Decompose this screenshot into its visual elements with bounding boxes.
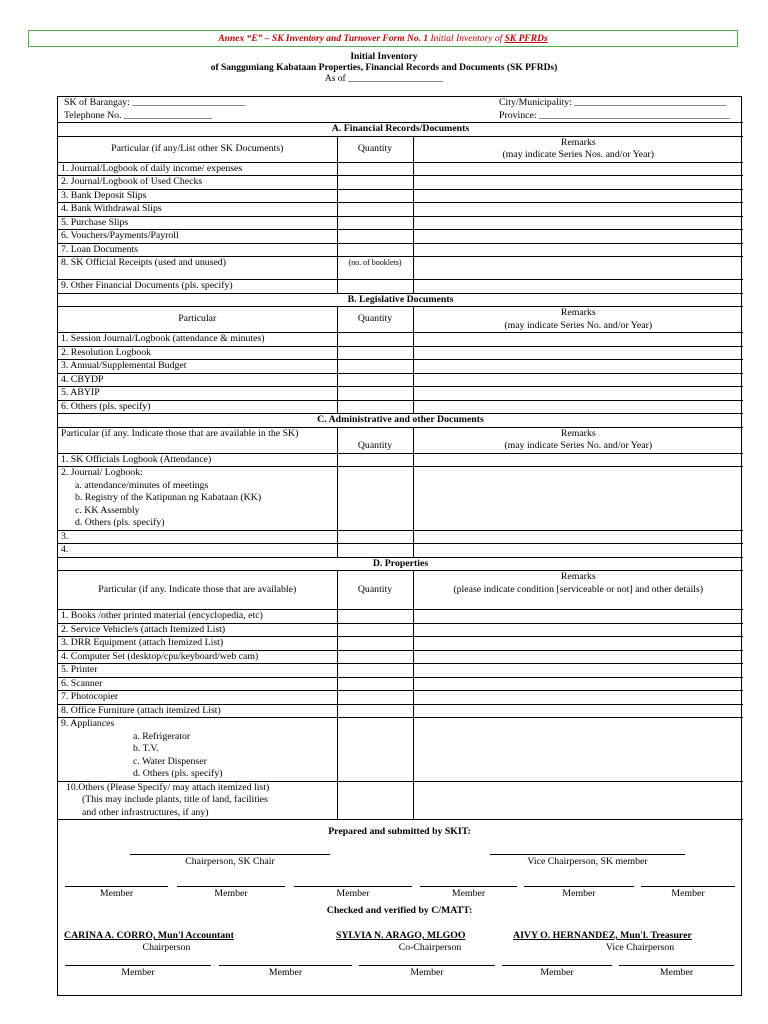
accountant-name: CARINA A. CORRO, Mun'l Accountant <box>64 930 234 941</box>
table-row <box>58 467 743 531</box>
sub-item: b. Registry of the Katipunan ng Kabataan (KK) <box>75 492 262 503</box>
remarks-cell[interactable] <box>413 176 743 190</box>
table-row <box>58 333 743 347</box>
sub-item: a. attendance/minutes of meetings <box>75 479 209 491</box>
quantity-cell[interactable] <box>337 677 413 691</box>
row-label: 5. Printer <box>58 664 337 678</box>
remarks-cell[interactable] <box>413 203 743 217</box>
checked-by-title: Checked and verified by C/MATT: <box>326 905 473 916</box>
remarks-cell[interactable] <box>413 467 743 531</box>
chair-signature-line[interactable] <box>130 854 330 855</box>
quantity-cell[interactable] <box>337 333 413 347</box>
member-signature-line[interactable] <box>359 965 495 966</box>
remarks-cell[interactable] <box>413 623 743 637</box>
row-label: 6. Vouchers/Payments/Payroll <box>58 230 337 244</box>
quantity-cell[interactable] <box>337 162 413 176</box>
remarks-cell[interactable] <box>413 333 743 347</box>
remarks-label: Remarks <box>560 307 596 318</box>
treasurer-name: AIVY O. HERNANDEZ, Mun'l. Treasurer <box>513 930 692 941</box>
table-row <box>58 781 743 820</box>
row-label: 5. Purchase Slips <box>58 216 337 230</box>
col-remarks <box>413 136 743 162</box>
row-label: 1. Session Journal/Logbook (attendance & minutes) <box>58 333 337 347</box>
section-b-title: B. Legislative Documents <box>58 293 743 307</box>
sub-item: a. Refrigerator <box>133 730 191 742</box>
item-note: and other infrastructures, if any) <box>82 806 209 818</box>
quantity-cell[interactable] <box>337 360 413 374</box>
row-label: 8. Office Furniture (attach itemized List) <box>58 704 337 718</box>
remarks-cell[interactable] <box>413 216 743 230</box>
quantity-cell[interactable] <box>337 467 413 531</box>
member-label: Member <box>214 888 248 899</box>
row-label: 1. Books /other printed material (encyclopedia, etc) <box>58 610 337 624</box>
row-label: 9. Other Financial Documents (pls. specify) <box>58 280 337 294</box>
table-row <box>58 257 743 280</box>
row-label: 4. CBYDP <box>58 373 337 387</box>
section-a-header <box>58 123 743 137</box>
info-row <box>58 97 743 123</box>
remarks-cell[interactable] <box>413 781 743 820</box>
form-title: Initial Inventory <box>350 52 418 62</box>
table-row <box>58 544 743 558</box>
quantity-cell[interactable] <box>337 781 413 820</box>
mlgoo-name: SYLVIA N. ARAGO, MLGOO <box>336 930 466 941</box>
section-b-header <box>58 293 743 307</box>
quantity-cell[interactable] <box>337 530 413 544</box>
member-signature-line[interactable] <box>641 886 735 887</box>
remarks-hint: (please indicate condition [serviceable or not] and other details) <box>453 583 704 595</box>
quantity-cell[interactable] <box>337 176 413 190</box>
table-row <box>58 718 743 782</box>
row-label: 1. SK Officials Logbook (Attendance) <box>58 453 337 467</box>
member-signature-line[interactable] <box>294 886 412 887</box>
sub-item: d. Others (pls. specify) <box>133 768 223 779</box>
member-signature-line[interactable] <box>420 886 517 887</box>
table-row <box>58 346 743 360</box>
member-signature-line[interactable] <box>619 965 734 966</box>
section-a-title: A. Financial Records/Documents <box>58 123 743 137</box>
col-quantity: Quantity <box>337 307 413 333</box>
quantity-cell[interactable] <box>337 400 413 414</box>
member-label: Member <box>99 888 134 899</box>
member-label: Member <box>451 888 486 899</box>
remarks-label: Remarks <box>560 136 596 148</box>
quantity-cell[interactable] <box>337 203 413 217</box>
remarks-label: Remarks <box>560 571 596 582</box>
quantity-cell[interactable] <box>337 623 413 637</box>
quantity-cell[interactable] <box>337 704 413 718</box>
row-label: 7. Photocopier <box>58 691 337 705</box>
item-title: 9. Appliances <box>61 718 115 729</box>
row-label: 5. ABYIP <box>58 387 337 401</box>
col-particular: Particular (if any. Indicate those that are available) <box>58 571 337 610</box>
mlgoo-role: Co-Chairperson <box>398 942 462 953</box>
item-title: 10.Others (Please Specify/ may attach itemized list) <box>66 781 270 793</box>
col-particular: Particular (if any/List other SK Documents) <box>58 136 337 162</box>
row-label: 4. Computer Set (desktop/cpu/keyboard/web cam) <box>58 650 337 664</box>
vice-chair-signature-line[interactable] <box>490 854 685 855</box>
quantity-cell[interactable] <box>337 373 413 387</box>
accountant-role: Chairperson <box>142 942 191 953</box>
col-remarks <box>413 307 743 333</box>
row-label: 8. SK Official Receipts (used and unused) <box>58 257 337 280</box>
quantity-cell[interactable] <box>337 718 413 782</box>
remarks-cell[interactable] <box>413 677 743 691</box>
city-field[interactable]: City/Municipality: _______________________________ <box>499 97 727 108</box>
table-row <box>58 610 743 624</box>
quantity-cell[interactable] <box>337 544 413 558</box>
member-label: Member <box>540 967 574 978</box>
as-of-field: As of ____________________ <box>324 74 444 84</box>
table-row <box>58 677 743 691</box>
row-label: 3. <box>58 530 337 544</box>
table-row <box>58 203 743 217</box>
row-label: 2. Resolution Logbook <box>58 346 337 360</box>
row-label: 2. Service Vehicle/s (attach Itemized List) <box>58 623 337 637</box>
table-row <box>58 360 743 374</box>
row-label: 1. Journal/Logbook of daily income/ expenses <box>58 162 337 176</box>
quantity-cell[interactable] <box>337 610 413 624</box>
chair-label: Chairperson, SK Chair <box>185 856 275 867</box>
quantity-cell[interactable] <box>337 691 413 705</box>
table-row <box>58 162 743 176</box>
member-label: Member <box>336 888 370 899</box>
table-row <box>58 704 743 718</box>
section-a-column-header <box>58 136 743 162</box>
col-remarks <box>413 427 743 453</box>
remarks-cell[interactable] <box>413 453 743 467</box>
remarks-hint: (may indicate Series No. and/or Year) <box>504 319 653 331</box>
quantity-cell[interactable] <box>337 216 413 230</box>
table-row <box>58 189 743 203</box>
row-label: 2. Journal/Logbook of Used Checks <box>58 176 337 190</box>
row-label: 6. Scanner <box>58 677 337 691</box>
inventory-table <box>58 97 743 820</box>
col-particular: Particular (if any. Indicate those that are available in the SK) <box>58 427 337 453</box>
row-label: 4. Bank Withdrawal Slips <box>58 203 337 217</box>
remarks-cell[interactable] <box>413 691 743 705</box>
table-row <box>58 387 743 401</box>
col-quantity: Quantity <box>337 571 413 610</box>
remarks-label: Remarks <box>560 427 596 439</box>
sub-item: c. KK Assembly <box>75 504 140 516</box>
col-remarks <box>413 571 743 610</box>
quantity-cell[interactable] <box>337 650 413 664</box>
col-quantity: Quantity <box>337 136 413 162</box>
member-signature-line[interactable] <box>65 965 211 966</box>
table-row <box>58 280 743 294</box>
section-d-column-header <box>58 571 743 610</box>
treasurer-role: Vice Chairperson <box>605 942 675 953</box>
barangay-field[interactable]: SK of Barangay: _______________________ <box>64 97 245 108</box>
table-row <box>58 691 743 705</box>
remarks-cell[interactable] <box>413 664 743 678</box>
table-row <box>58 637 743 651</box>
col-quantity: Quantity <box>337 427 413 453</box>
row-label <box>58 467 337 531</box>
member-signature-line[interactable] <box>502 965 612 966</box>
row-label <box>58 718 337 782</box>
member-label: Member <box>671 888 705 899</box>
remarks-cell[interactable] <box>413 257 743 280</box>
quantity-cell[interactable] <box>337 387 413 401</box>
member-label: Member <box>410 967 444 978</box>
remarks-cell[interactable] <box>413 637 743 651</box>
sub-item: d. Others (pls. specify) <box>75 517 165 528</box>
quantity-cell[interactable] <box>337 453 413 467</box>
remarks-cell[interactable] <box>413 230 743 244</box>
table-row <box>58 623 743 637</box>
section-b-column-header <box>58 307 743 333</box>
table-row <box>58 176 743 190</box>
remarks-cell[interactable] <box>413 346 743 360</box>
remarks-cell[interactable] <box>413 387 743 401</box>
row-label <box>58 781 337 820</box>
member-signature-line[interactable] <box>524 886 634 887</box>
table-row <box>58 373 743 387</box>
quantity-cell[interactable] <box>337 664 413 678</box>
annex-middle: Initial Inventory of <box>430 34 503 44</box>
quantity-cell[interactable] <box>337 346 413 360</box>
table-row <box>58 243 743 257</box>
vice-chair-label: Vice Chairperson, SK member <box>527 856 648 867</box>
table-row <box>58 664 743 678</box>
member-signature-line[interactable] <box>219 965 352 966</box>
section-c-column-header <box>58 427 743 453</box>
sub-item: c. Water Dispenser <box>133 755 207 767</box>
table-row <box>58 216 743 230</box>
table-row <box>58 530 743 544</box>
item-title: 2. Journal/ Logbook: <box>61 467 143 478</box>
table-row <box>58 400 743 414</box>
remarks-cell[interactable] <box>413 243 743 257</box>
annex-prefix: Annex “E” – SK Inventory and Turnover Form No. 1 <box>218 34 429 44</box>
row-label: 6. Others (pls. specify) <box>58 400 337 414</box>
remarks-cell[interactable] <box>413 360 743 374</box>
quantity-cell[interactable] <box>337 637 413 651</box>
province-field[interactable]: Province: _______________________________________ <box>499 109 731 121</box>
member-signature-line[interactable] <box>65 886 168 887</box>
remarks-cell[interactable] <box>413 718 743 782</box>
section-d-header <box>58 557 743 571</box>
remarks-cell[interactable] <box>413 280 743 294</box>
remarks-cell[interactable] <box>413 400 743 414</box>
member-label: Member <box>659 967 694 978</box>
telephone-field[interactable]: Telephone No. __________________ <box>64 109 213 121</box>
member-signature-line[interactable] <box>177 886 285 887</box>
remarks-cell[interactable] <box>413 162 743 176</box>
row-label: 3. Bank Deposit Slips <box>58 189 337 203</box>
annex-banner <box>28 30 738 47</box>
member-label: Member <box>268 967 303 978</box>
quantity-cell[interactable] <box>337 243 413 257</box>
remarks-cell[interactable] <box>413 189 743 203</box>
row-label: 7. Loan Documents <box>58 243 337 257</box>
remarks-cell[interactable] <box>413 610 743 624</box>
section-c-header <box>58 414 743 428</box>
sub-item: b. T.V. <box>133 743 159 754</box>
quantity-cell[interactable] <box>337 189 413 203</box>
remarks-hint: (may indicate Series Nos. and/or Year) <box>502 149 655 160</box>
quantity-cell[interactable] <box>337 230 413 244</box>
table-row <box>58 453 743 467</box>
member-label: Member <box>562 888 596 899</box>
prepared-by-title: Prepared and submitted by SKIT: <box>328 826 471 837</box>
remarks-cell[interactable] <box>413 530 743 544</box>
remarks-cell[interactable] <box>413 650 743 664</box>
quantity-cell[interactable] <box>337 280 413 294</box>
table-row <box>58 650 743 664</box>
item-note: (This may include plants, title of land, facilities <box>82 794 268 805</box>
form-subtitle: of Sangguniang Kabataan Properties, Financial Records and Documents (SK PFRDs) <box>210 63 558 73</box>
remarks-cell[interactable] <box>413 373 743 387</box>
col-particular: Particular <box>58 307 337 333</box>
table-row <box>58 230 743 244</box>
section-d-title: D. Properties <box>58 557 743 571</box>
remarks-cell[interactable] <box>413 704 743 718</box>
quantity-cell[interactable]: (no. of booklets) <box>337 257 413 280</box>
row-label: 3. Annual/Supplemental Budget <box>58 360 337 374</box>
member-label: Member <box>121 967 155 978</box>
remarks-cell[interactable] <box>413 544 743 558</box>
annex-suffix: SK PFRDs <box>504 34 548 44</box>
row-label: 4. <box>58 544 337 558</box>
section-c-title: C. Administrative and other Documents <box>58 414 743 428</box>
remarks-hint: (may indicate Series No. and/or Year) <box>504 440 653 451</box>
row-label: 3. DRR Equipment (attach Itemized List) <box>58 637 337 651</box>
